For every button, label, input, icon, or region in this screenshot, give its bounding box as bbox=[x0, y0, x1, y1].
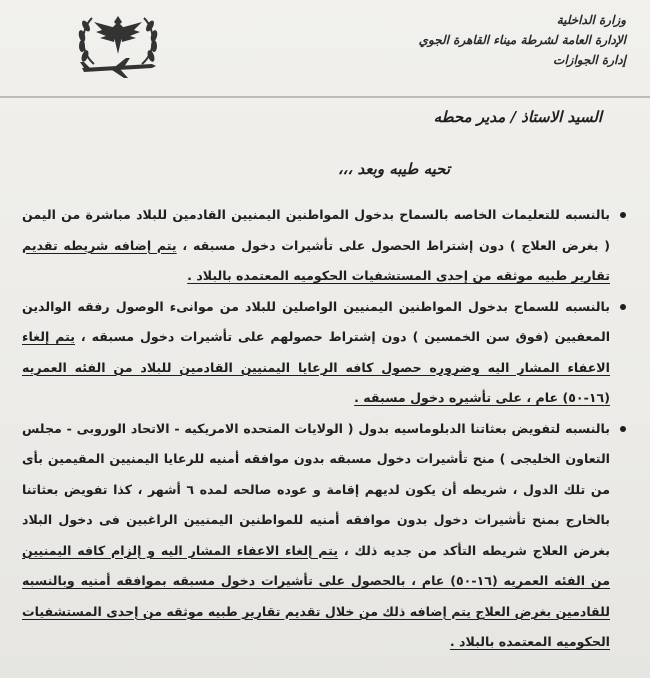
department-line: الإدارة العامة لشرطة ميناء القاهرة الجوي bbox=[418, 33, 626, 47]
paragraph-missions-authorization bbox=[22, 414, 628, 658]
paragraph-underlined-text: يتم إلغاء الاعفاء المشار اليه وضروره حصول كافه الرعايا اليمنيين القادمين للبلاد من الفئه العمريه (١٦-٥٠) عام ، على تأشيره دخول مسبقه . bbox=[22, 329, 610, 405]
police-eagle-emblem-icon bbox=[72, 6, 164, 84]
bullet-icon bbox=[620, 212, 626, 218]
salutation: السيد الاستاذ / مدير محطه bbox=[433, 108, 602, 126]
passports-department-line: إدارة الجوازات bbox=[553, 53, 626, 67]
ministry-line: وزارة الداخلية bbox=[556, 13, 626, 27]
letter-body bbox=[22, 200, 628, 658]
paragraph-treatment-entry bbox=[22, 200, 628, 292]
paragraph-text: بالنسبه للسماح بدخول المواطنين اليمنيين الواصلين للبلاد من موانىء الوصول رفقه الوالدين المعفيين (فوق سن الخمسين ) دون إشتراط حصولهم على تأشيرات دخول مسبقه ، bbox=[22, 298, 611, 344]
paragraph-parents-exemption bbox=[22, 292, 628, 414]
header-divider bbox=[0, 96, 650, 98]
greeting: تحيه طيبه وبعد ،،، bbox=[337, 160, 450, 178]
paragraph-text: بالنسبه للتعليمات الخاصه بالسماح بدخول المواطنين اليمنيين القادمين للبلاد مباشرة من اليمن ( بغرض العلاج ) دون إشتراط الحصول على تأشيرات دخول مسبقه ، bbox=[22, 207, 611, 253]
bullet-icon bbox=[620, 426, 626, 432]
paragraph-underlined-text: يتم إضافه شريطه تقديم تقارير طبيه موثقه من إحدى المستشفيات الحكوميه المعتمده بالبلاد . bbox=[22, 237, 610, 283]
paragraph-underlined-text: يتم إلغاء الاعفاء المشار اليه و إلزام كافه اليمنيين من الفئه العمريه (١٦-٥٠) عام ، بالحصول على تأشيرات دخول مسبقه بموافقه أمنيه وبالنسبه للقادمين بغرض العلاج يتم إضافه ذلك من خلال تقديم تقارير طبيه موثقه من إحدى المستشفيات الحكوميه المعتمده بالبلاد . bbox=[22, 542, 610, 649]
ministry-header bbox=[336, 10, 626, 70]
paragraph-text: بالنسبه لتفويض بعثاتنا الدبلوماسيه بدول ( الولايات المتحده الامريكيه - الاتحاد الوروبى - مجلس التعاون الخليجى ) منح تأشيرات دخول مسبقه بدون موافقه أمنيه للرعايا اليمنيين المقيمين بأى من تلك الدول ، شريطه أن يكون لديهم إقامة و عوده صالحه لمده ٦ أشهر ، كذا تفويض بعثاتنا بالخارج بمنح تأشيرات دخول بدون موافقه أمنيه للمواطنين اليمنيين الراغبين فى دخول البلاد بغرض العلاج شريطه التأكد من جديه ذلك ، bbox=[22, 420, 610, 558]
bullet-icon bbox=[620, 304, 626, 310]
